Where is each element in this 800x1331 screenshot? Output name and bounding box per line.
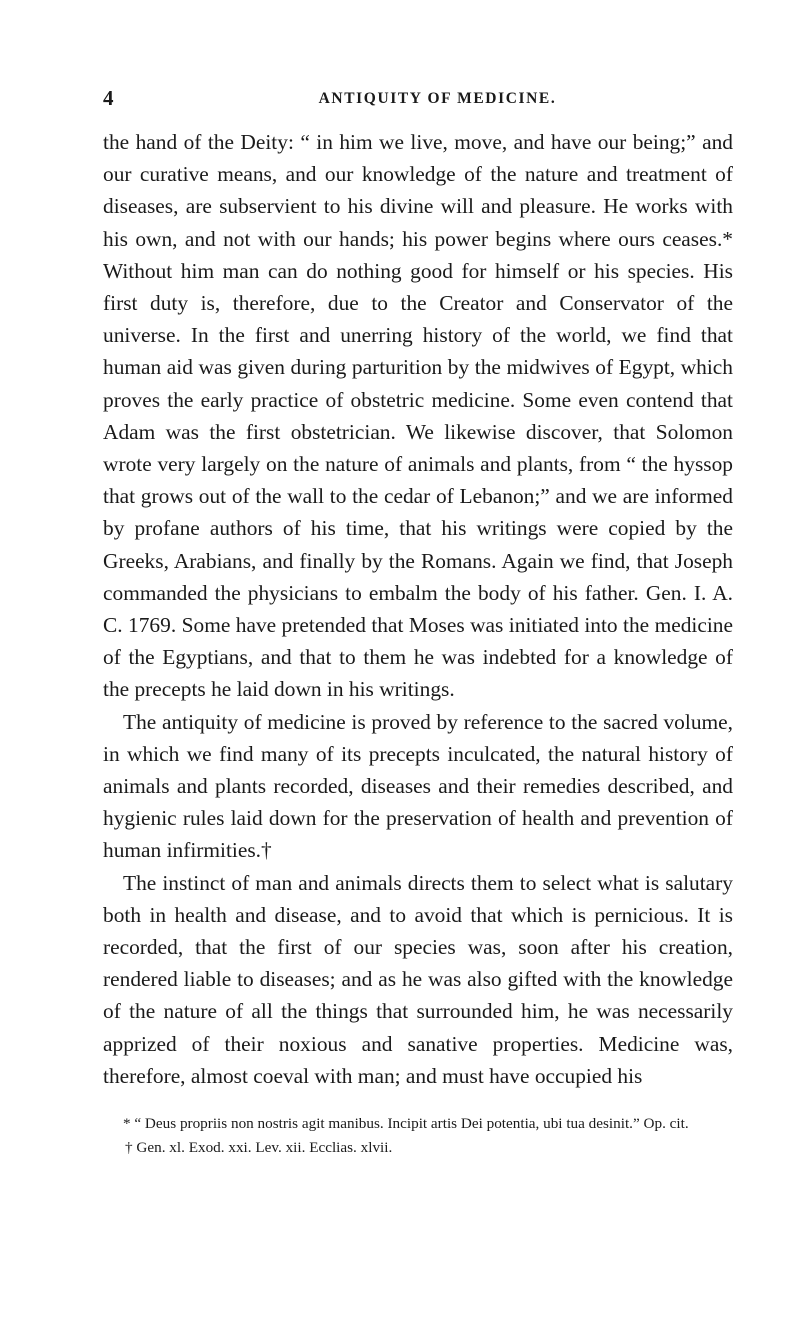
paragraph-continued: the hand of the Deity: “ in him we live, move, and have our being;” and our curative means, and our knowledge of the nature and treatment of diseases, are subservient to his divine will and pleasure. He works with his own, and not with our hands; his power begins where ours ceases.* Without him man can do nothing good for himself or his species. His first duty is, therefore, due to the Creator and Conservator of the universe. In the first and unerring history of the world, we find that human aid was given during parturition by the midwives of Egypt, which proves the early practice of obstetric medicine. Some even contend that Adam was the first obstetrician. We likewise discover, that Solomon wrote very largely on the nature of animals and plants, from “ the hyssop that grows out of the wall to the cedar of Lebanon;” and we are informed by profane authors of his time, that his writings were copied by the Greeks, Arabians, and finally by the Romans. Again we find, that Joseph commanded the physicians to embalm the body of his father. Gen. I. A. C. 1769. Some have pretended that Moses was initiated into the medicine of the Egyptians, and that to them he was indebted for a knowledge of the precepts he laid down in his writings. [103, 130, 733, 702]
page-header [103, 86, 733, 126]
paragraph-instinct: The instinct of man and animals directs them to select what is salutary both in health and disease, and to avoid that which is pernicious. It is recorded, that the first of our species was, soon after his creation, rendered liable to diseases; and as he was also gifted with the knowledge of the nature of all the things that surrounded him, he was necessarily apprized of their noxious and sanative properties. Medicine was, therefore, almost coeval with man; and must have occupied his [103, 870, 733, 1088]
footnotes [103, 1112, 733, 1160]
page-number: 4 [103, 86, 114, 110]
book-page [103, 86, 733, 1160]
paragraph-antiquity: The antiquity of medicine is proved by reference to the sacred volume, in which we find many of its precepts inculcated, the natural history of animals and plants recorded, diseases and their remedies described, and hygienic rules laid down for the preservation of health and prevention of human infirmities.† [103, 709, 733, 863]
running-head: ANTIQUITY OF MEDICINE. [318, 90, 557, 107]
footnote-asterisk: * “ Deus propriis non nostris agit manibus. Incipit artis Dei potentia, ubi tua desinit.” Op. cit. [123, 1115, 689, 1133]
body-text [103, 126, 733, 1092]
footnote-dagger: † Gen. xl. Exod. xxi. Lev. xii. Ecclias. xlvii. [125, 1139, 393, 1157]
